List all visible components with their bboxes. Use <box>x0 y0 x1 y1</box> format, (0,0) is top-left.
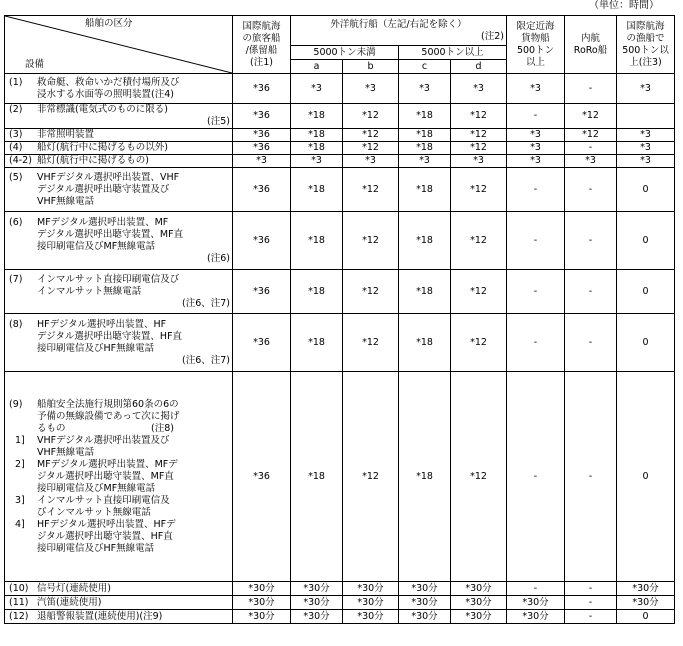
equipment-line <box>9 155 230 167</box>
hours-cell: *18 <box>291 212 343 270</box>
sub-item-line <box>9 519 230 531</box>
hours-cell: *3 <box>507 74 565 104</box>
sub-item-mark: 2] <box>15 458 25 470</box>
equipment-line <box>9 423 230 435</box>
hours-cell: *12 <box>565 129 617 142</box>
hours-cell: - <box>507 582 565 596</box>
hours-cell: *30分 <box>399 596 451 610</box>
equipment-text: インマルサット直接印刷電信及び <box>37 273 180 285</box>
hours-cell: 0 <box>617 212 675 270</box>
equipment-text: 信号灯(連続使用) <box>37 582 111 594</box>
hours-cell: *3 <box>233 155 291 168</box>
header-line: 内航 <box>581 32 601 44</box>
hours-cell: *12 <box>451 129 507 142</box>
hours-cell: *36 <box>233 314 291 372</box>
hours-cell: *18 <box>399 212 451 270</box>
table-row <box>5 596 675 610</box>
hours-cell: *18 <box>291 314 343 372</box>
hours-cell: *3 <box>291 155 343 168</box>
table-row <box>5 155 675 168</box>
header-domestic-roro <box>565 16 617 74</box>
header-line: RoRo船 <box>573 44 608 56</box>
equipment-text: デジタル選択呼出聴守装置及び <box>37 183 170 195</box>
hours-cell: *12 <box>451 372 507 582</box>
equipment-text: るもの (注8) <box>37 422 174 434</box>
row-number: (3) <box>9 129 23 140</box>
hours-cell: *30分 <box>451 582 507 596</box>
equipment-cell <box>5 142 233 155</box>
hours-cell: - <box>565 372 617 582</box>
equipment-text: 退船警報装置(連続使用)(注9) <box>37 610 163 622</box>
equipment-cell <box>5 610 233 624</box>
equipment-text: 接印刷電信及びMF無線電話 <box>37 240 156 252</box>
equipment-text: 非常標識(電気式のものに限る) <box>37 104 168 115</box>
hours-cell: *12 <box>565 104 617 129</box>
equipment-text: 浸水する水面等の照明装置(注4) <box>37 88 174 100</box>
hours-cell: *30分 <box>399 610 451 624</box>
hours-cell: *3 <box>343 74 399 104</box>
row-number: (8) <box>9 318 23 330</box>
header-line: 国際航海 <box>626 20 665 32</box>
table-row <box>5 372 675 582</box>
hours-cell: *3 <box>399 74 451 104</box>
header-over-5000: 5000トン以上 <box>399 46 507 60</box>
hours-cell: *18 <box>399 168 451 212</box>
hours-cell: *18 <box>291 142 343 155</box>
equipment-text: 汽笛(連続使用) <box>37 596 102 608</box>
hours-cell: *18 <box>291 168 343 212</box>
sub-item-text: VHF無線電話 <box>37 446 95 458</box>
hours-cell: *12 <box>343 104 399 129</box>
equipment-text: 予備の無線設備であって次に掲げ <box>37 410 180 422</box>
equipment-text: 接印刷電信及びHF無線電話 <box>37 342 155 354</box>
equipment-line <box>9 286 230 298</box>
equipment-line <box>9 411 230 423</box>
sub-item-text: インマルサット直接印刷電信及 <box>37 494 170 506</box>
hours-cell: *3 <box>451 74 507 104</box>
equipment-cell <box>5 155 233 168</box>
hours-cell: *12 <box>451 104 507 129</box>
hours-cell: 0 <box>617 314 675 372</box>
equipment-line <box>9 142 230 154</box>
header-foreign-title: 外洋航行船（左記/右記を除く） <box>330 18 467 30</box>
hours-cell: *3 <box>617 155 675 168</box>
table-row <box>5 212 675 270</box>
hours-cell: *3 <box>507 129 565 142</box>
sub-item-text: MFデジタル選択呼出装置、MFデ <box>37 458 178 470</box>
hours-cell: *12 <box>451 142 507 155</box>
header-foreign-going <box>291 16 507 46</box>
equipment-line <box>9 104 230 116</box>
header-limited-coastal-cargo <box>507 16 565 74</box>
equipment-cell <box>5 168 233 212</box>
hours-cell: *30分 <box>507 610 565 624</box>
hours-cell: - <box>565 270 617 314</box>
sub-item-line <box>9 459 230 471</box>
sub-item-line <box>9 483 230 495</box>
hours-cell: *30分 <box>617 582 675 596</box>
header-sub-b: b <box>343 60 399 74</box>
equipment-line <box>9 77 230 89</box>
hours-cell: *3 <box>565 155 617 168</box>
row-note: (注5) <box>207 116 230 127</box>
equipment-line <box>9 331 230 343</box>
header-equipment: 設備 <box>25 59 45 70</box>
unit-label: （単位：時間） <box>589 0 659 11</box>
sub-item-line <box>9 507 230 519</box>
hours-cell: *30分 <box>343 610 399 624</box>
hours-cell: *18 <box>399 314 451 372</box>
row-number: (4-2) <box>9 155 32 166</box>
row-number: (5) <box>9 171 23 183</box>
sub-item-text: ジタル選択呼出聴守装置、HF直 <box>37 530 173 542</box>
equipment-text: MFデジタル選択呼出装置、MF <box>37 216 169 228</box>
equipment-cell <box>5 212 233 270</box>
row-number: (10) <box>9 582 29 594</box>
sub-item-line <box>9 447 230 459</box>
equipment-text: 非常照明装置 <box>37 129 95 140</box>
hours-cell: *36 <box>233 168 291 212</box>
hours-cell: *18 <box>399 142 451 155</box>
hours-cell: *12 <box>451 270 507 314</box>
header-line: 以上 <box>526 56 546 68</box>
hours-cell: *3 <box>617 142 675 155</box>
equipment-line <box>9 319 230 331</box>
sub-item-line <box>9 435 230 447</box>
equipment-line <box>9 172 230 184</box>
hours-cell: 0 <box>617 168 675 212</box>
sub-item-line <box>9 543 230 555</box>
hours-cell: *30分 <box>507 596 565 610</box>
hours-cell: - <box>565 168 617 212</box>
equipment-text: 船灯(航行中に掲げるもの以外) <box>37 142 168 153</box>
header-diagonal-cell <box>5 16 233 74</box>
hours-cell: *18 <box>399 270 451 314</box>
hours-cell: *12 <box>451 168 507 212</box>
row-number: (11) <box>9 596 29 608</box>
equipment-cell <box>5 74 233 104</box>
equipment-cell <box>5 372 233 582</box>
row-note: (注6) <box>207 252 230 264</box>
sub-item-mark: 3] <box>15 494 25 506</box>
header-foreign-note: (注2) <box>481 30 505 42</box>
table-row <box>5 582 675 596</box>
equipment-text: HFデジタル選択呼出装置、HF <box>37 318 167 330</box>
hours-cell: - <box>507 104 565 129</box>
header-vessel-category: 船舶の区分 <box>85 18 133 29</box>
table-row <box>5 129 675 142</box>
equipment-text: 船灯(航行中に掲げるもの) <box>37 155 149 166</box>
hours-cell: *12 <box>343 372 399 582</box>
hours-cell: *12 <box>343 129 399 142</box>
hours-cell: 0 <box>617 372 675 582</box>
hours-cell: *36 <box>233 212 291 270</box>
row-number: (7) <box>9 273 23 285</box>
header-international-passenger <box>233 16 291 74</box>
equipment-line <box>9 196 230 208</box>
row-number: (12) <box>9 610 29 622</box>
sub-item-text: 接印刷電信及びMF無線電話 <box>37 482 156 494</box>
sub-item-text: 接印刷電信及びHF無線電話 <box>37 542 155 554</box>
hours-cell: - <box>507 314 565 372</box>
hours-cell: *30分 <box>233 582 291 596</box>
hours-cell: *36 <box>233 129 291 142</box>
equipment-line <box>9 583 230 595</box>
equipment-line <box>9 611 230 623</box>
sub-item-mark: 4] <box>15 518 25 530</box>
hours-cell: *18 <box>291 104 343 129</box>
header-line: の漁船で <box>626 32 665 44</box>
hours-cell: - <box>565 582 617 596</box>
table-row <box>5 314 675 372</box>
hours-cell: *12 <box>343 142 399 155</box>
table-row <box>5 168 675 212</box>
header-sub-d: d <box>451 60 507 74</box>
equipment-line <box>9 399 230 411</box>
hours-cell: - <box>507 372 565 582</box>
hours-cell: *30分 <box>343 582 399 596</box>
sub-item-line <box>9 471 230 483</box>
hours-cell: 0 <box>617 610 675 624</box>
hours-cell: - <box>507 168 565 212</box>
header-under-5000: 5000トン未満 <box>291 46 399 60</box>
table-row <box>5 104 675 129</box>
header-line: (注1) <box>250 56 273 68</box>
hours-cell: *30分 <box>233 596 291 610</box>
hours-cell: *3 <box>507 142 565 155</box>
hours-cell: *3 <box>617 74 675 104</box>
row-note: (注6、注7) <box>181 354 230 366</box>
hours-cell: *12 <box>343 314 399 372</box>
header-line: 上(注3) <box>629 56 662 68</box>
hours-cell: *30分 <box>451 596 507 610</box>
hours-cell: *36 <box>233 104 291 129</box>
hours-cell: *30分 <box>399 582 451 596</box>
equipment-line <box>9 89 230 101</box>
equipment-line <box>9 241 230 253</box>
header-line: 貨物船 <box>521 32 550 44</box>
hours-cell: *18 <box>291 372 343 582</box>
header-international-fishing <box>617 16 675 74</box>
table-row <box>5 74 675 104</box>
hours-cell: *30分 <box>343 596 399 610</box>
hours-cell: *12 <box>451 314 507 372</box>
equipment-text: デジタル選択呼出聴守装置、HF直 <box>37 330 183 342</box>
sub-item-text: びインマルサット無線電話 <box>37 506 151 518</box>
row-number: (9) <box>9 398 23 410</box>
hours-cell: *36 <box>233 74 291 104</box>
hours-cell: - <box>507 270 565 314</box>
header-sub-a: a <box>291 60 343 74</box>
sub-item-line <box>9 495 230 507</box>
equipment-line <box>9 597 230 609</box>
hours-cell: *30分 <box>617 596 675 610</box>
hours-cell: 0 <box>617 270 675 314</box>
hours-cell: *3 <box>291 74 343 104</box>
hours-cell: *18 <box>399 372 451 582</box>
hours-cell: - <box>565 142 617 155</box>
equipment-cell <box>5 314 233 372</box>
hours-cell: *12 <box>451 212 507 270</box>
header-line: 500トン以 <box>622 44 669 56</box>
equipment-line <box>9 217 230 229</box>
equipment-line <box>9 129 230 141</box>
equipment-text: インマルサット無線電話 <box>37 285 142 297</box>
equipment-hours-table <box>4 15 675 624</box>
equipment-cell <box>5 582 233 596</box>
header-line: /係留船 <box>245 44 278 56</box>
row-number: (6) <box>9 216 23 228</box>
table-row <box>5 610 675 624</box>
hours-cell: - <box>565 314 617 372</box>
equipment-line <box>9 184 230 196</box>
row-number: (4) <box>9 142 23 153</box>
equipment-text: 救命艇、救命いかだ積付場所及び <box>37 76 180 88</box>
hours-cell: *18 <box>291 270 343 314</box>
equipment-cell <box>5 129 233 142</box>
row-number: (1) <box>9 76 23 88</box>
hours-cell: *36 <box>233 372 291 582</box>
equipment-text: 船舶安全法施行規則第60条の6の <box>37 398 179 410</box>
header-line: 国際航海 <box>242 20 281 32</box>
hours-cell: *12 <box>343 212 399 270</box>
hours-cell: - <box>565 212 617 270</box>
hours-cell: *3 <box>451 155 507 168</box>
equipment-line <box>9 274 230 286</box>
hours-cell: - <box>565 610 617 624</box>
hours-cell: *3 <box>617 129 675 142</box>
hours-cell: *36 <box>233 142 291 155</box>
table-row <box>5 142 675 155</box>
sub-item-line <box>9 531 230 543</box>
header-line: 500トン <box>516 44 555 56</box>
hours-cell: *30分 <box>451 610 507 624</box>
equipment-text: デジタル選択呼出聴守装置、MF直 <box>37 228 184 240</box>
equipment-cell <box>5 104 233 129</box>
hours-cell: *3 <box>343 155 399 168</box>
header-line: の旅客船 <box>242 32 281 44</box>
hours-cell: *12 <box>343 168 399 212</box>
sub-item-text: HFデジタル選択呼出装置、HFデ <box>37 518 176 530</box>
hours-cell: *30分 <box>233 610 291 624</box>
sub-item-text: VHFデジタル選択呼出装置及び <box>37 434 170 446</box>
row-number: (2) <box>9 104 23 115</box>
hours-cell: *18 <box>399 129 451 142</box>
hours-cell <box>617 104 675 129</box>
hours-cell: *18 <box>399 104 451 129</box>
hours-cell: *30分 <box>291 596 343 610</box>
row-note: (注6、注7) <box>181 297 230 309</box>
hours-cell: *18 <box>291 129 343 142</box>
sub-item-text: ジタル選択呼出聴守装置、MF直 <box>37 470 174 482</box>
hours-cell: - <box>507 212 565 270</box>
hours-cell: *3 <box>507 155 565 168</box>
hours-cell: *3 <box>399 155 451 168</box>
equipment-text: VHFデジタル選択呼出装置、VHF <box>37 171 180 183</box>
hours-cell: - <box>565 596 617 610</box>
hours-cell: *30分 <box>291 582 343 596</box>
hours-cell: - <box>565 74 617 104</box>
hours-cell: *12 <box>343 270 399 314</box>
sub-item-mark: 1] <box>15 434 25 446</box>
hours-cell: *36 <box>233 270 291 314</box>
equipment-line <box>9 229 230 241</box>
hours-cell: *30分 <box>291 610 343 624</box>
equipment-cell <box>5 270 233 314</box>
header-sub-c: c <box>399 60 451 74</box>
equipment-line <box>9 343 230 355</box>
table-row <box>5 270 675 314</box>
equipment-text: VHF無線電話 <box>37 195 95 207</box>
header-line: 限定近海 <box>516 20 555 32</box>
equipment-cell <box>5 596 233 610</box>
